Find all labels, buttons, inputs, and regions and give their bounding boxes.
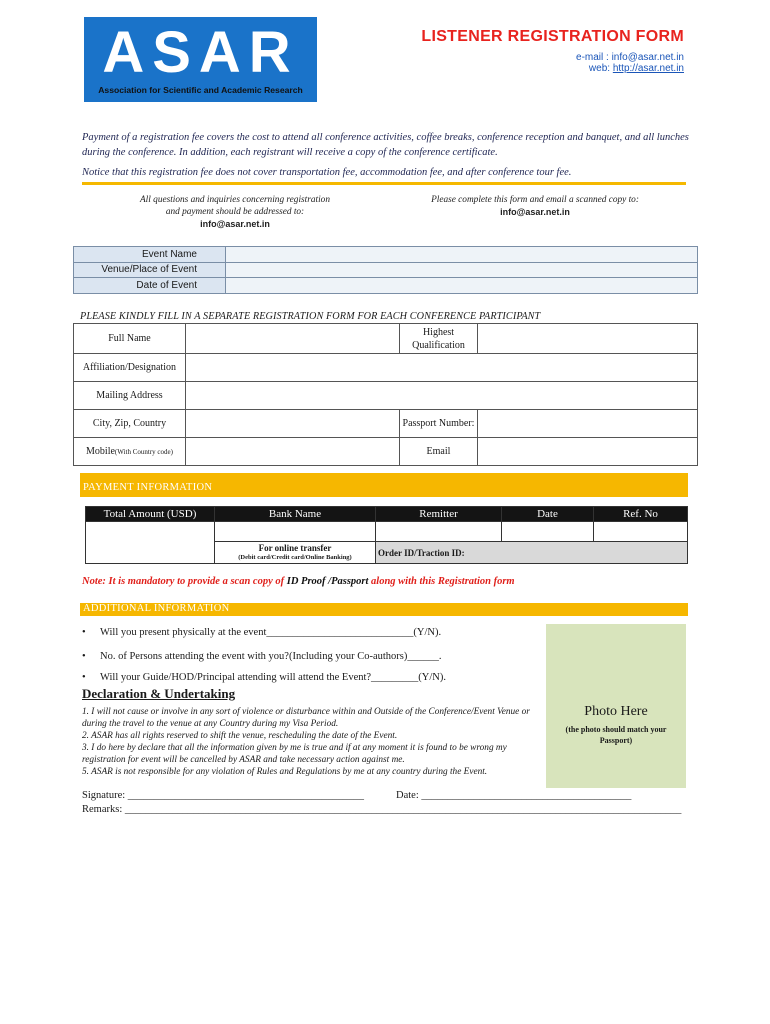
photo-note: (the photo should match your Passport) xyxy=(565,725,667,745)
city-label: City, Zip, Country xyxy=(74,410,186,438)
event-date-label: Date of Event xyxy=(74,278,226,294)
separate-form-instruction: PLEASE KINDLY FILL IN A SEPARATE REGISTRATION FORM FOR EACH CONFERENCE PARTICIPANT xyxy=(80,311,541,322)
contact-web xyxy=(589,63,684,74)
note-suffix: along with this Registration form xyxy=(368,576,515,587)
col-remitter: Remitter xyxy=(376,507,502,522)
note-prefix: Note: It is mandatory to provide a scan copy of xyxy=(82,576,287,587)
inquiries-left xyxy=(100,194,370,231)
declaration-item: 3. I do here by declare that all the information given by me is true and if at any moment it is found to be wrong my registration for event will be cancelled by ASAR and take necessary action against me. xyxy=(82,743,507,765)
mobile-label-note: (With Country code) xyxy=(114,448,173,456)
web-label: web: xyxy=(588,63,613,74)
inquiries-left-line2: and payment should be addressed to: xyxy=(165,207,305,217)
event-table xyxy=(73,246,698,294)
highest-qualification-line2: Qualification xyxy=(412,339,465,351)
declaration-item: 5. ASAR is not responsible for any violation of Rules and Regulations by me at any country during the Event. xyxy=(82,767,488,777)
full-name-label: Full Name xyxy=(74,324,186,354)
asar-logo xyxy=(84,17,317,102)
highest-qualification-field[interactable] xyxy=(478,324,698,354)
ref-no-field[interactable] xyxy=(594,522,688,542)
affiliation-field[interactable] xyxy=(186,354,698,382)
online-transfer-text: For online transfer xyxy=(258,542,332,553)
email-label: Email xyxy=(400,438,478,466)
bank-name-field[interactable] xyxy=(215,522,376,542)
signature-line[interactable]: Signature: _____________________________________________ xyxy=(82,790,365,801)
payment-table xyxy=(85,506,688,564)
additional-heading: ADDITIONAL INFORMATION xyxy=(83,603,230,614)
online-transfer-note: (Debit card/Credit card/Online Banking) xyxy=(238,553,352,561)
gold-divider xyxy=(82,182,686,185)
additional-heading-bar xyxy=(80,603,688,616)
logo-wordmark: ASAR xyxy=(102,20,299,85)
remitter-field[interactable] xyxy=(376,522,502,542)
bullet-icon: • xyxy=(82,672,86,683)
mailing-address-field[interactable] xyxy=(186,382,698,410)
inquiries-right-line1: Please complete this form and email a scanned copy to: xyxy=(431,195,639,205)
declaration-item: 1. I will not cause or involve in any sort of violence or disturbance within and Outside of the Conference/Event Venue or during the travel to the venue at any Country during my Visa Period. xyxy=(82,707,530,729)
question-present-physically xyxy=(82,627,441,638)
affiliation-label: Affiliation/Designation xyxy=(74,354,186,382)
contact-email: e-mail : info@asar.net.in xyxy=(576,52,684,63)
order-id-field[interactable]: Order ID/Traction ID: xyxy=(376,542,688,564)
passport-label: Passport Number: xyxy=(400,410,478,438)
photo-placeholder[interactable] xyxy=(546,624,686,788)
inquiries-right xyxy=(400,194,670,219)
question-2-text: No. of Persons attending the event with you?(Including your Co-authors)______. xyxy=(100,651,442,662)
payment-heading-bar xyxy=(80,473,688,497)
form-title: LISTENER REGISTRATION FORM xyxy=(421,28,684,45)
mobile-label xyxy=(74,438,186,466)
question-1-text: Will you present physically at the event____________________________(Y/N). xyxy=(100,627,442,638)
declaration-heading: Declaration & Undertaking xyxy=(82,686,236,701)
declaration-text xyxy=(82,706,542,778)
bullet-icon: • xyxy=(82,651,86,662)
inquiries-right-email[interactable]: info@asar.net.in xyxy=(500,207,570,217)
mobile-label-text: Mobile xyxy=(86,446,115,457)
date-field[interactable] xyxy=(502,522,594,542)
event-venue-field[interactable] xyxy=(226,262,698,278)
intro-paragraph-2: Notice that this registration fee does not cover transportation fee, accommodation fee, and after conference tour fee. xyxy=(82,167,572,178)
inquiries-left-line1: All questions and inquiries concerning registration xyxy=(140,195,330,205)
date-line[interactable]: Date: ________________________________________ xyxy=(396,790,632,801)
col-bank-name: Bank Name xyxy=(215,507,376,522)
intro-paragraph-1: Payment of a registration fee covers the cost to attend all conference activities, coffee breaks, conference reception and banquet, and all lunches during the conference. In addition, each registrant will receive a copy of the conference certificate. xyxy=(82,132,689,158)
inquiries-left-email[interactable]: info@asar.net.in xyxy=(200,219,270,229)
email-field[interactable] xyxy=(478,438,698,466)
city-field[interactable] xyxy=(186,410,400,438)
mailing-address-label: Mailing Address xyxy=(74,382,186,410)
online-transfer-label xyxy=(215,542,376,564)
question-3-text: Will your Guide/HOD/Principal attending will attend the Event?_________(Y/N). xyxy=(100,672,447,683)
event-venue-label: Venue/Place of Event xyxy=(74,262,226,278)
payment-heading: PAYMENT INFORMATION xyxy=(83,482,213,493)
highest-qualification-label xyxy=(400,324,478,354)
question-guide-attending xyxy=(82,672,446,683)
event-date-field[interactable] xyxy=(226,278,698,294)
logo-subtitle: Association for Scientific and Academic Research xyxy=(98,85,303,95)
col-date: Date xyxy=(502,507,594,522)
col-total-amount: Total Amount (USD) xyxy=(86,507,215,522)
web-link[interactable]: http://asar.net.in xyxy=(612,63,684,74)
declaration-item: 2. ASAR has all rights reserved to shift the venue, rescheduling the date of the Event. xyxy=(82,731,398,741)
event-name-field[interactable] xyxy=(226,247,698,263)
bullet-icon: • xyxy=(82,627,86,638)
highest-qualification-line1: Highest xyxy=(422,326,455,338)
full-name-field[interactable] xyxy=(186,324,400,354)
mobile-field[interactable] xyxy=(186,438,400,466)
photo-title: Photo Here xyxy=(584,704,648,719)
event-name-label: Event Name xyxy=(74,247,226,263)
mandatory-note xyxy=(82,576,515,587)
note-doc: ID Proof /Passport xyxy=(286,576,369,587)
total-amount-field[interactable] xyxy=(86,522,215,564)
col-ref-no: Ref. No xyxy=(594,507,688,522)
passport-field[interactable] xyxy=(478,410,698,438)
registration-table xyxy=(73,323,698,466)
remarks-line[interactable]: Remarks: __________________________________________________________________________________________________________ xyxy=(82,804,682,815)
question-persons-attending xyxy=(82,651,441,662)
